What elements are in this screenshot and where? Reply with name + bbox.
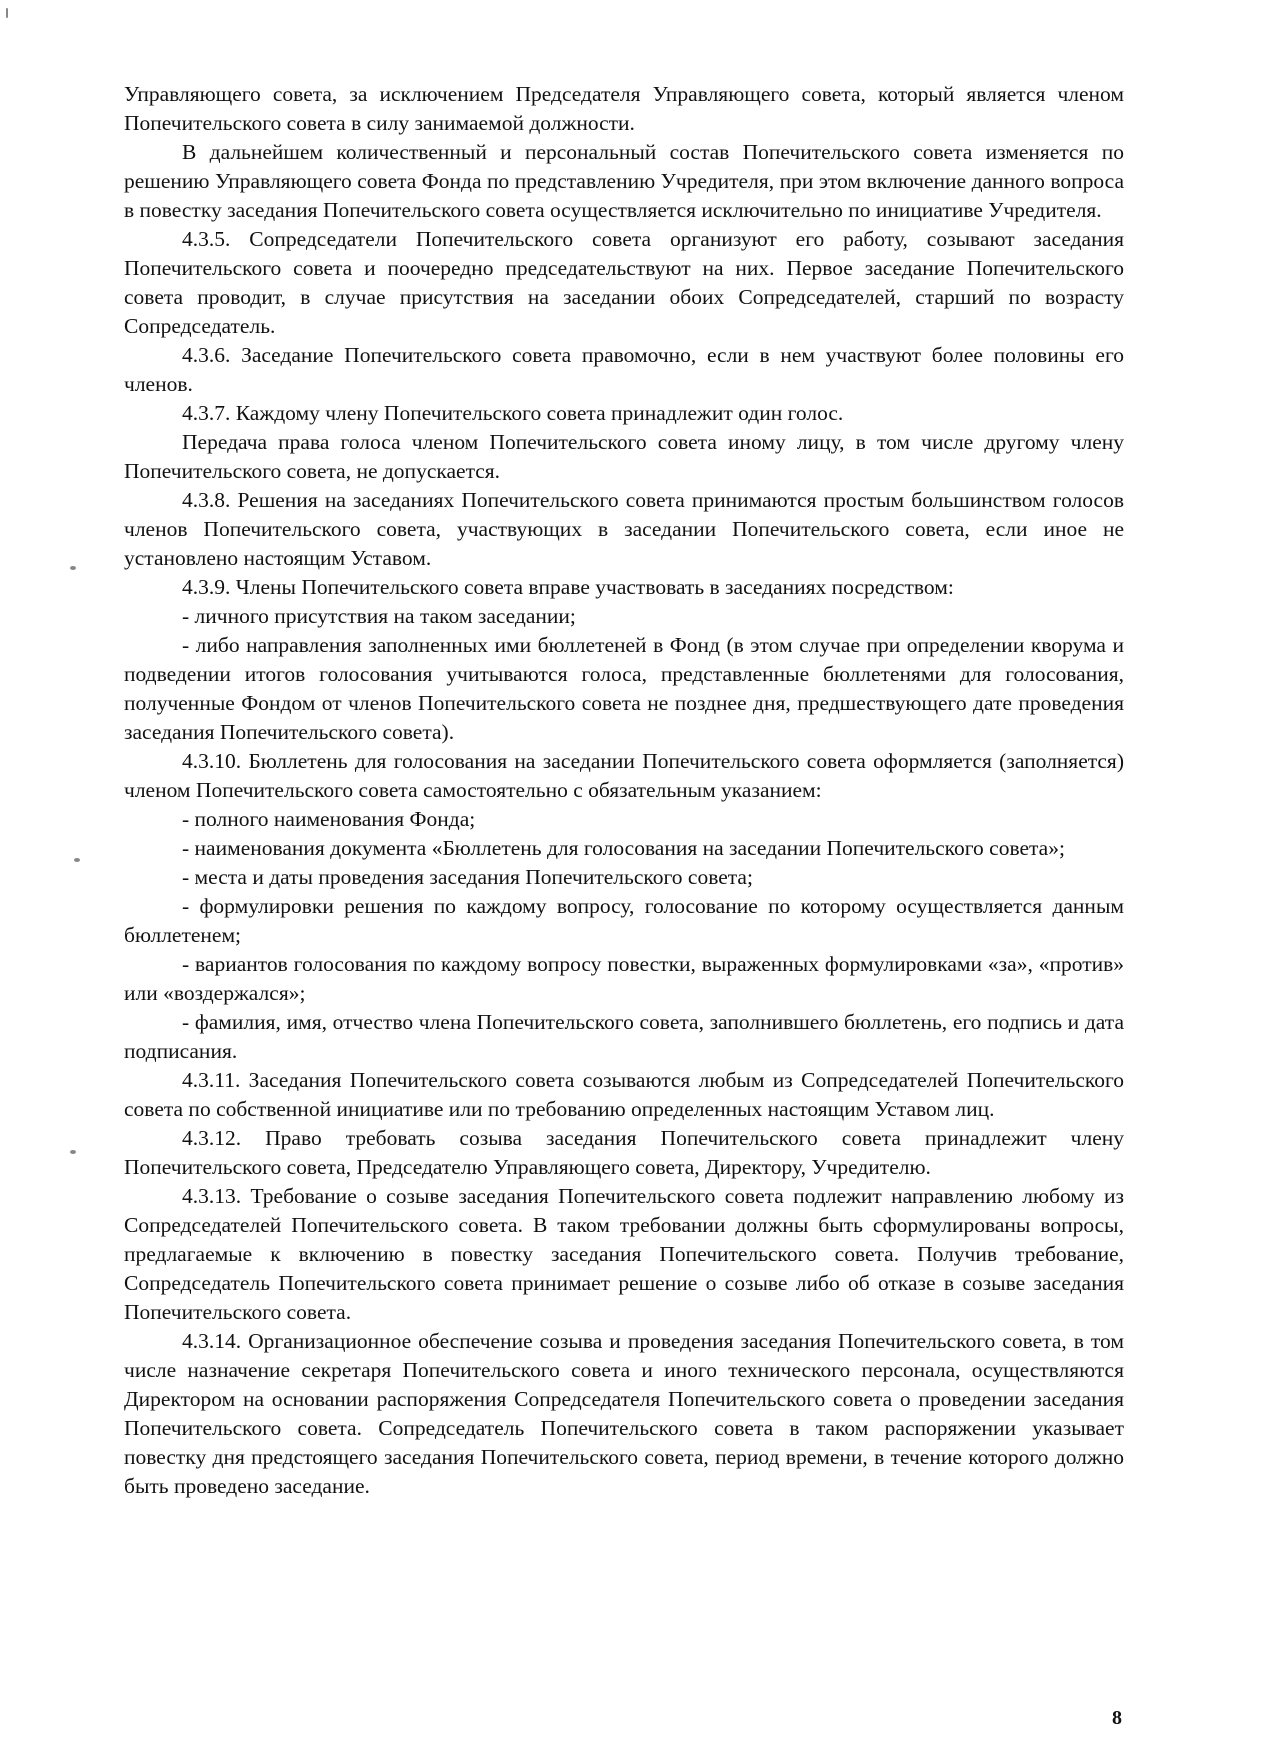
paragraph: 4.3.10. Бюллетень для голосования на заседании Попечительского совета оформляется (заполняется) членом Попечительского совета самостоятельно с обязательным указанием:	[124, 749, 1124, 802]
page-number: 8	[1112, 1707, 1122, 1729]
paragraph: Передача права голоса членом Попечительского совета иному лицу, в том числе другому члену Попечительского совета, не допускается.	[124, 430, 1124, 483]
list-item: - фамилия, имя, отчество члена Попечительского совета, заполнившего бюллетень, его подпись и дата подписания.	[124, 1010, 1124, 1063]
list-item: - полного наименования Фонда;	[182, 807, 476, 831]
paragraph: 4.3.8. Решения на заседаниях Попечительского совета принимаются простым большинством голосов членов Попечительского совета, участвующих в заседании Попечительского совета, если иное не установлено настоящим Уставом.	[124, 488, 1124, 570]
paragraph: 4.3.7. Каждому члену Попечительского совета принадлежит один голос.	[182, 401, 844, 425]
scan-speck	[70, 1150, 76, 1154]
paragraph: 4.3.6. Заседание Попечительского совета правомочно, если в нем участвуют более половины его членов.	[124, 343, 1124, 396]
paragraph: 4.3.11. Заседания Попечительского совета созываются любым из Сопредседателей Попечительского совета по собственной инициативе или по требованию определенных настоящим Уставом лиц.	[124, 1068, 1124, 1121]
list-item: - либо направления заполненных ими бюллетеней в Фонд (в этом случае при определении кворума и подведении итогов голосования учитываются голоса, представленные бюллетенями для голосования, полученные Фондом от членов Попечительского совета не позднее дня, предшествующего дате проведения заседания Попечительского совета).	[124, 633, 1124, 744]
list-item: - формулировки решения по каждому вопросу, голосование по которому осуществляется данным бюллетенем;	[124, 894, 1124, 947]
list-item: - места и даты проведения заседания Попечительского совета;	[182, 865, 753, 889]
paragraph: Управляющего совета, за исключением Председателя Управляющего совета, который является членом Попечительского совета в силу занимаемой должности.	[124, 82, 1124, 135]
paragraph: 4.3.9. Члены Попечительского совета вправе участвовать в заседаниях посредством:	[182, 575, 954, 599]
scan-speck	[74, 858, 80, 862]
scan-speck	[6, 8, 8, 18]
paragraph: 4.3.5. Сопредседатели Попечительского совета организуют его работу, созывают заседания Попечительского совета и поочередно председательствуют на них. Первое заседание Попечительского совета проводит, в случае присутствия на заседании обоих Сопредседателей, старший по возрасту Сопредседатель.	[124, 227, 1124, 338]
paragraph: 4.3.12. Право требовать созыва заседания Попечительского совета принадлежит члену Попечительского совета, Председателю Управляющего совета, Директору, Учредителю.	[124, 1126, 1124, 1179]
scan-speck	[70, 566, 76, 570]
list-item: - личного присутствия на таком заседании;	[182, 604, 576, 628]
paragraph: 4.3.13. Требование о созыве заседания Попечительского совета подлежит направлению любому из Сопредседателей Попечительского совета. В таком требовании должны быть сформулированы вопросы, предлагаемые к включению в повестку заседания Попечительского совета. Получив требование, Сопредседатель Попечительского совета принимает решение о созыве либо об отказе в созыве заседания Попечительского совета.	[124, 1184, 1124, 1324]
document-body	[124, 80, 1124, 1501]
list-item: - наименования документа «Бюллетень для голосования на заседании Попечительского совета»;	[182, 836, 1065, 860]
list-item: - вариантов голосования по каждому вопросу повестки, выраженных формулировками «за», «против» или «воздержался»;	[124, 952, 1124, 1005]
paragraph: 4.3.14. Организационное обеспечение созыва и проведения заседания Попечительского совета, в том числе назначение секретаря Попечительского совета и иного технического персонала, осуществляются Директором на основании распоряжения Сопредседателя Попечительского совета о проведении заседания Попечительского совета. Сопредседатель Попечительского совета в таком распоряжении указывает повестку дня предстоящего заседания Попечительского совета, период времени, в течение которого должно быть проведено заседание.	[124, 1329, 1124, 1498]
paragraph: В дальнейшем количественный и персональный состав Попечительского совета изменяется по решению Управляющего совета Фонда по представлению Учредителя, при этом включение данного вопроса в повестку заседания Попечительского совета осуществляется исключительно по инициативе Учредителя.	[124, 140, 1124, 222]
